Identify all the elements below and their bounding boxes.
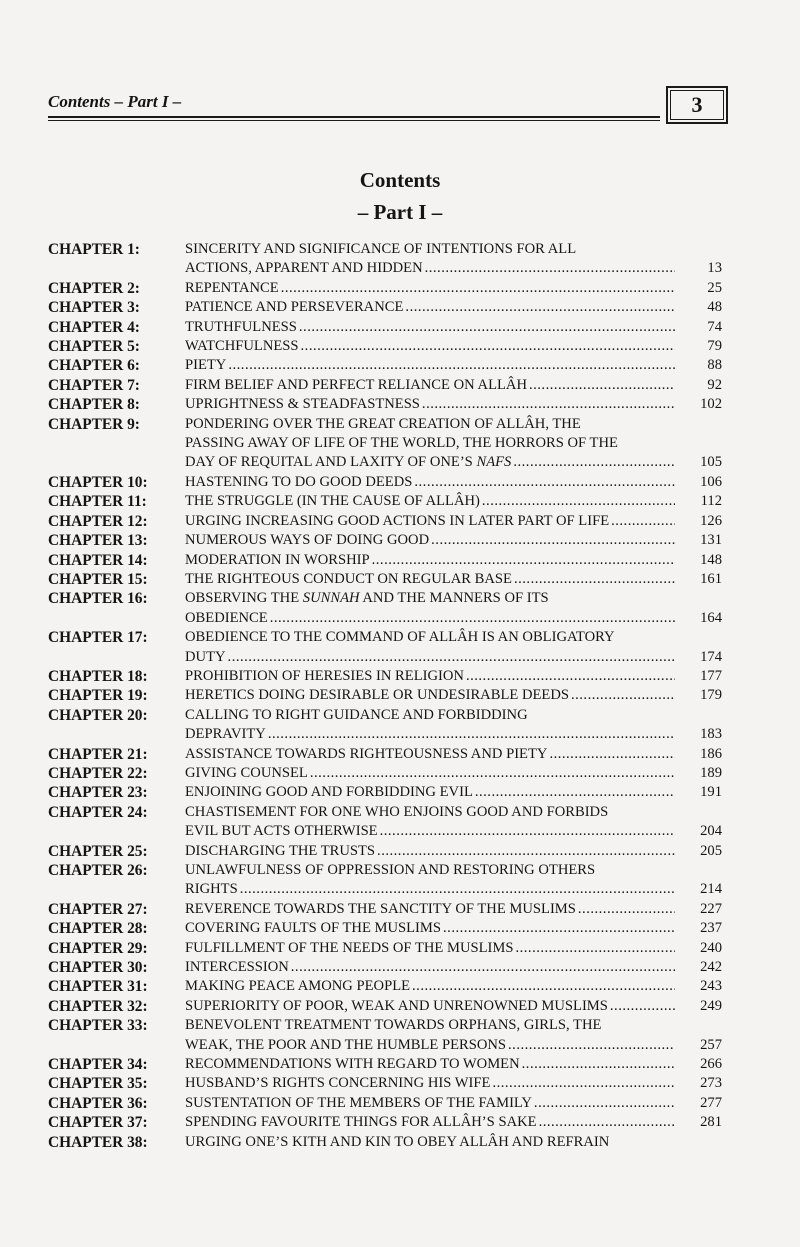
dot-leader [226,648,675,667]
chapter-title [185,628,675,667]
toc-entry [48,492,740,511]
chapter-title-line: NUMEROUS WAYS OF DOING GOOD [185,532,430,549]
chapter-title [185,667,675,686]
chapter-title [185,376,675,395]
chapter-title-line: PIETY [185,357,227,374]
chapter-title [185,531,675,550]
chapter-title [185,745,675,764]
chapter-label: CHAPTER 22: [48,764,148,782]
toc-entry [48,1133,740,1152]
dot-leader [297,318,675,337]
page-ref: 191 [700,784,722,801]
chapter-title-line: UPRIGHTNESS & STEADFASTNESS [185,396,420,413]
dot-leader [226,356,675,375]
toc-entry [48,803,740,842]
toc-entry [48,570,740,589]
page-ref: 177 [700,667,722,684]
page-ref: 214 [700,881,722,898]
header-rule [48,116,660,121]
toc-entry [48,842,740,861]
chapter-title-line: INTERCESSION [185,959,289,976]
chapter-title [185,415,675,473]
dot-leader [512,570,675,589]
chapter-label: CHAPTER 13: [48,532,148,550]
chapter-title-line: SPENDING FAVOURITE THINGS FOR ALLÂH’S SAKE [185,1114,537,1131]
chapter-title-line: FULFILLMENT OF THE NEEDS OF THE MUSLIMS [185,939,514,956]
chapter-title-line: HASTENING TO DO GOOD DEEDS [185,473,413,490]
dot-leader [410,977,675,996]
toc-entry [48,279,740,298]
chapter-title [185,395,675,414]
toc-entry [48,551,740,570]
page-ref: 25 [707,279,722,296]
dot-leader [537,1113,675,1132]
chapter-title-line: TRUTHFULNESS [185,318,297,335]
chapter-title [185,570,675,589]
page-ref: 179 [700,687,722,704]
toc-entry [48,376,740,395]
page-ref: 183 [700,726,722,743]
chapter-title-line: DAY OF REQUITAL AND LAXITY OF ONE’S NAFS [185,454,512,471]
dot-leader [299,337,675,356]
page-ref: 106 [700,473,722,490]
chapter-label: CHAPTER 2: [48,279,140,297]
chapter-title-line: ENJOINING GOOD AND FORBIDDING EVIL [185,784,473,801]
chapter-title-line: PONDERING OVER THE GREAT CREATION OF ALLÂH, THE [185,415,581,432]
toc-entry [48,1094,740,1113]
page-ref: 131 [700,532,722,549]
page-ref: 105 [700,454,722,471]
chapter-title [185,939,675,958]
chapter-label: CHAPTER 25: [48,842,148,860]
page-ref: 242 [700,959,722,976]
chapter-title [185,764,675,783]
page-ref: 227 [700,900,722,917]
toc-entry [48,783,740,802]
page-ref: 204 [700,823,722,840]
dot-leader [403,298,675,317]
chapter-title-line: FIRM BELIEF AND PERFECT RELIANCE ON ALLÂH [185,376,527,393]
chapter-label: CHAPTER 12: [48,512,148,530]
chapter-title [185,240,675,279]
table-of-contents [48,240,740,1152]
chapter-title [185,977,675,996]
chapter-title-line: CALLING TO RIGHT GUIDANCE AND FORBIDDING [185,706,528,723]
chapter-label: CHAPTER 26: [48,862,148,879]
chapter-title-line: DEPRAVITY [185,726,266,743]
chapter-label: CHAPTER 30: [48,959,148,977]
chapter-label: CHAPTER 21: [48,745,148,763]
toc-entry [48,764,740,783]
chapter-label: CHAPTER 7: [48,376,140,394]
chapter-title-line: REVERENCE TOWARDS THE SANCTITY OF THE MUSLIMS [185,900,576,917]
chapter-title [185,1074,675,1093]
chapter-label: CHAPTER 9: [48,415,140,433]
chapter-title-line: OBSERVING THE SUNNAH AND THE MANNERS OF ITS [185,590,549,607]
chapter-label: CHAPTER 14: [48,551,148,569]
chapter-title [185,686,675,705]
contents-title: Contents [359,168,441,192]
chapter-label: CHAPTER 31: [48,978,148,996]
dot-leader [429,531,675,550]
chapter-title [185,1133,675,1152]
page-ref: 205 [700,842,722,859]
toc-entry [48,356,740,375]
chapter-title-line: ASSISTANCE TOWARDS RIGHTEOUSNESS AND PIETY [185,745,548,762]
dot-leader [569,686,675,705]
toc-entry [48,667,740,686]
dot-leader [473,783,675,802]
chapter-title-line: DISCHARGING THE TRUSTS [185,842,376,859]
chapter-title-line: MAKING PEACE AMONG PEOPLE [185,978,411,995]
page-ref: 273 [700,1075,722,1092]
page-ref: 161 [700,570,722,587]
toc-entry [48,415,740,473]
toc-entry [48,900,740,919]
toc-entry [48,531,740,550]
chapter-label: CHAPTER 19: [48,687,148,705]
chapter-title [185,356,675,375]
chapter-title [185,919,675,938]
toc-entry [48,1016,740,1055]
chapter-title-line: RECOMMENDATIONS WITH REGARD TO WOMEN [185,1056,520,1073]
toc-entry [48,298,740,317]
page-number: 3 [666,86,728,124]
chapter-title [185,900,675,919]
page-ref: 257 [700,1036,722,1053]
chapter-label: CHAPTER 37: [48,1114,148,1132]
page-ref: 237 [700,920,722,937]
chapter-title [185,1016,675,1055]
dot-leader [464,667,675,686]
page-ref: 74 [707,318,722,335]
chapter-label: CHAPTER 23: [48,784,148,802]
chapter-title [185,803,675,842]
dot-leader [511,453,675,472]
toc-entry [48,512,740,531]
toc-entry [48,628,740,667]
page-ref: 249 [700,997,722,1014]
chapter-title-line: UNLAWFULNESS OF OPPRESSION AND RESTORING OTHERS [185,862,596,878]
page-ref: 88 [707,357,722,374]
toc-entry [48,919,740,938]
dot-leader [238,880,675,899]
chapter-title [185,492,675,511]
dot-leader [490,1074,675,1093]
dot-leader [279,279,675,298]
toc-entry [48,686,740,705]
dot-leader [378,822,675,841]
chapter-label: CHAPTER 5: [48,338,140,356]
chapter-title [185,318,675,337]
chapter-title [185,473,675,492]
toc-entry [48,977,740,996]
chapter-label: CHAPTER 3: [48,299,140,317]
chapter-title-line: BENEVOLENT TREATMENT TOWARDS ORPHANS, GIRLS, THE [185,1017,602,1034]
dot-leader [441,919,675,938]
page-ref: 92 [707,376,722,393]
page-ref: 243 [700,978,722,995]
dot-leader [532,1094,675,1113]
toc-entry [48,337,740,356]
page-ref: 148 [700,551,722,568]
running-header [48,86,728,126]
page-ref: 189 [700,764,722,781]
chapter-title-line: THE STRUGGLE (IN THE CAUSE OF ALLÂH) [185,493,480,510]
part-title: – Part I – [357,200,443,224]
page-ref: 164 [700,609,722,626]
chapter-title [185,861,675,900]
chapter-title [185,958,675,977]
dot-leader [289,958,675,977]
chapter-title-line: PATIENCE AND PERSEVERANCE [185,299,404,316]
chapter-title-line: PASSING AWAY OF LIFE OF THE WORLD, THE HORRORS OF THE [185,435,618,452]
toc-entry [48,861,740,900]
dot-leader [513,939,675,958]
chapter-title-line: WATCHFULNESS [185,338,299,355]
chapter-title-line: HERETICS DOING DESIRABLE OR UNDESIRABLE DEEDS [185,687,569,704]
dot-leader [520,1055,675,1074]
chapter-label: CHAPTER 35: [48,1075,148,1093]
dot-leader [375,842,675,861]
page-ref: 277 [700,1094,722,1111]
toc-entry [48,939,740,958]
toc-entry [48,318,740,337]
chapter-label: CHAPTER 10: [48,473,148,491]
chapter-title-line: EVIL BUT ACTS OTHERWISE [185,823,378,840]
page-ref: 281 [700,1114,722,1131]
dot-leader [527,376,675,395]
header-title: Contents – Part I – [48,92,182,111]
page-ref: 186 [700,745,722,762]
chapter-label: CHAPTER 27: [48,900,148,918]
chapter-label: CHAPTER 4: [48,318,140,336]
chapter-title-line: PROHIBITION OF HERESIES IN RELIGION [185,667,464,684]
chapter-title-line: RIGHTS [185,881,238,898]
chapter-title [185,337,675,356]
chapter-label: CHAPTER 8: [48,396,140,414]
chapter-title [185,842,675,861]
chapter-title-line: URGING ONE’S KITH AND KIN TO OBEY ALLÂH AND REFRAIN [185,1133,610,1150]
toc-entry [48,997,740,1016]
chapter-label: CHAPTER 32: [48,997,148,1015]
toc-entry [48,395,740,414]
dot-leader [608,997,675,1016]
chapter-title-line: DUTY [185,648,226,665]
chapter-label: CHAPTER 24: [48,803,148,821]
toc-entry [48,473,740,492]
chapter-label: CHAPTER 11: [48,493,147,511]
dot-leader [609,512,675,531]
chapter-label: CHAPTER 36: [48,1094,148,1112]
chapter-label: CHAPTER 15: [48,570,148,588]
chapter-title-line: REPENTANCE [185,279,279,296]
chapter-title-line: COVERING FAULTS OF THE MUSLIMS [185,920,442,937]
dot-leader [412,473,675,492]
chapter-label: CHAPTER 33: [48,1017,148,1035]
page-ref: 48 [707,299,722,316]
dot-leader [268,609,675,628]
chapter-label: CHAPTER 20: [48,706,148,724]
chapter-label: CHAPTER 29: [48,939,148,957]
toc-entry [48,1055,740,1074]
chapter-title [185,997,675,1016]
chapter-title-line: SUPERIORITY OF POOR, WEAK AND UNRENOWNED MUSLIMS [185,997,608,1014]
chapter-title [185,589,675,628]
chapter-title [185,1055,675,1074]
chapter-title [185,1094,675,1113]
page-ref: 13 [707,260,722,277]
toc-entry [48,240,740,279]
chapter-title-line: THE RIGHTEOUS CONDUCT ON REGULAR BASE [185,570,512,587]
chapter-label: CHAPTER 16: [48,590,148,608]
page-ref: 112 [700,493,722,510]
page-ref: 174 [700,648,722,665]
page-ref: 126 [700,512,722,529]
chapter-label: CHAPTER 34: [48,1056,148,1074]
toc-entry [48,1113,740,1132]
dot-leader [370,551,675,570]
chapter-title-line: SUSTENTATION OF THE MEMBERS OF THE FAMILY [185,1094,532,1111]
toc-entry [48,745,740,764]
chapter-title-line: CHASTISEMENT FOR ONE WHO ENJOINS GOOD AND FORBIDS [185,803,609,820]
chapter-title-line: OBEDIENCE [185,609,268,626]
page-ref: 79 [707,338,722,355]
chapter-label: CHAPTER 38: [48,1133,148,1151]
chapter-title [185,512,675,531]
toc-entry [48,589,740,628]
dot-leader [420,395,675,414]
chapter-title-line: URGING INCREASING GOOD ACTIONS IN LATER PART OF LIFE [185,512,610,529]
toc-entry [48,958,740,977]
dot-leader [308,764,675,783]
toc-entry [48,1074,740,1093]
chapter-label: CHAPTER 1: [48,241,140,258]
chapter-title-line: OBEDIENCE TO THE COMMAND OF ALLÂH IS AN OBLIGATORY [185,629,615,646]
page-ref: 102 [700,396,722,413]
chapter-title-line: WEAK, THE POOR AND THE HUMBLE PERSONS [185,1036,507,1053]
chapter-title-line: SINCERITY AND SIGNIFICANCE OF INTENTIONS FOR ALL [185,241,577,257]
page-ref: 240 [700,939,722,956]
chapter-label: CHAPTER 17: [48,629,148,647]
chapter-title [185,1113,675,1132]
chapter-label: CHAPTER 18: [48,667,148,685]
chapter-title-line: MODERATION IN WORSHIP [185,551,370,568]
chapter-title [185,279,675,298]
dot-leader [266,725,675,744]
dot-leader [480,492,675,511]
dot-leader [547,745,675,764]
dot-leader [506,1036,675,1055]
chapter-label: CHAPTER 28: [48,920,148,938]
chapter-title [185,706,675,745]
chapter-title [185,783,675,802]
chapter-title [185,298,675,317]
chapter-title-line: ACTIONS, APPARENT AND HIDDEN [185,260,423,277]
dot-leader [576,900,675,919]
dot-leader [423,259,675,278]
chapter-title-line: GIVING COUNSEL [185,764,308,781]
chapter-label: CHAPTER 6: [48,357,140,375]
toc-entry [48,706,740,745]
chapter-title [185,551,675,570]
chapter-title-line: HUSBAND’S RIGHTS CONCERNING HIS WIFE [185,1075,491,1092]
page-ref: 266 [700,1056,722,1073]
